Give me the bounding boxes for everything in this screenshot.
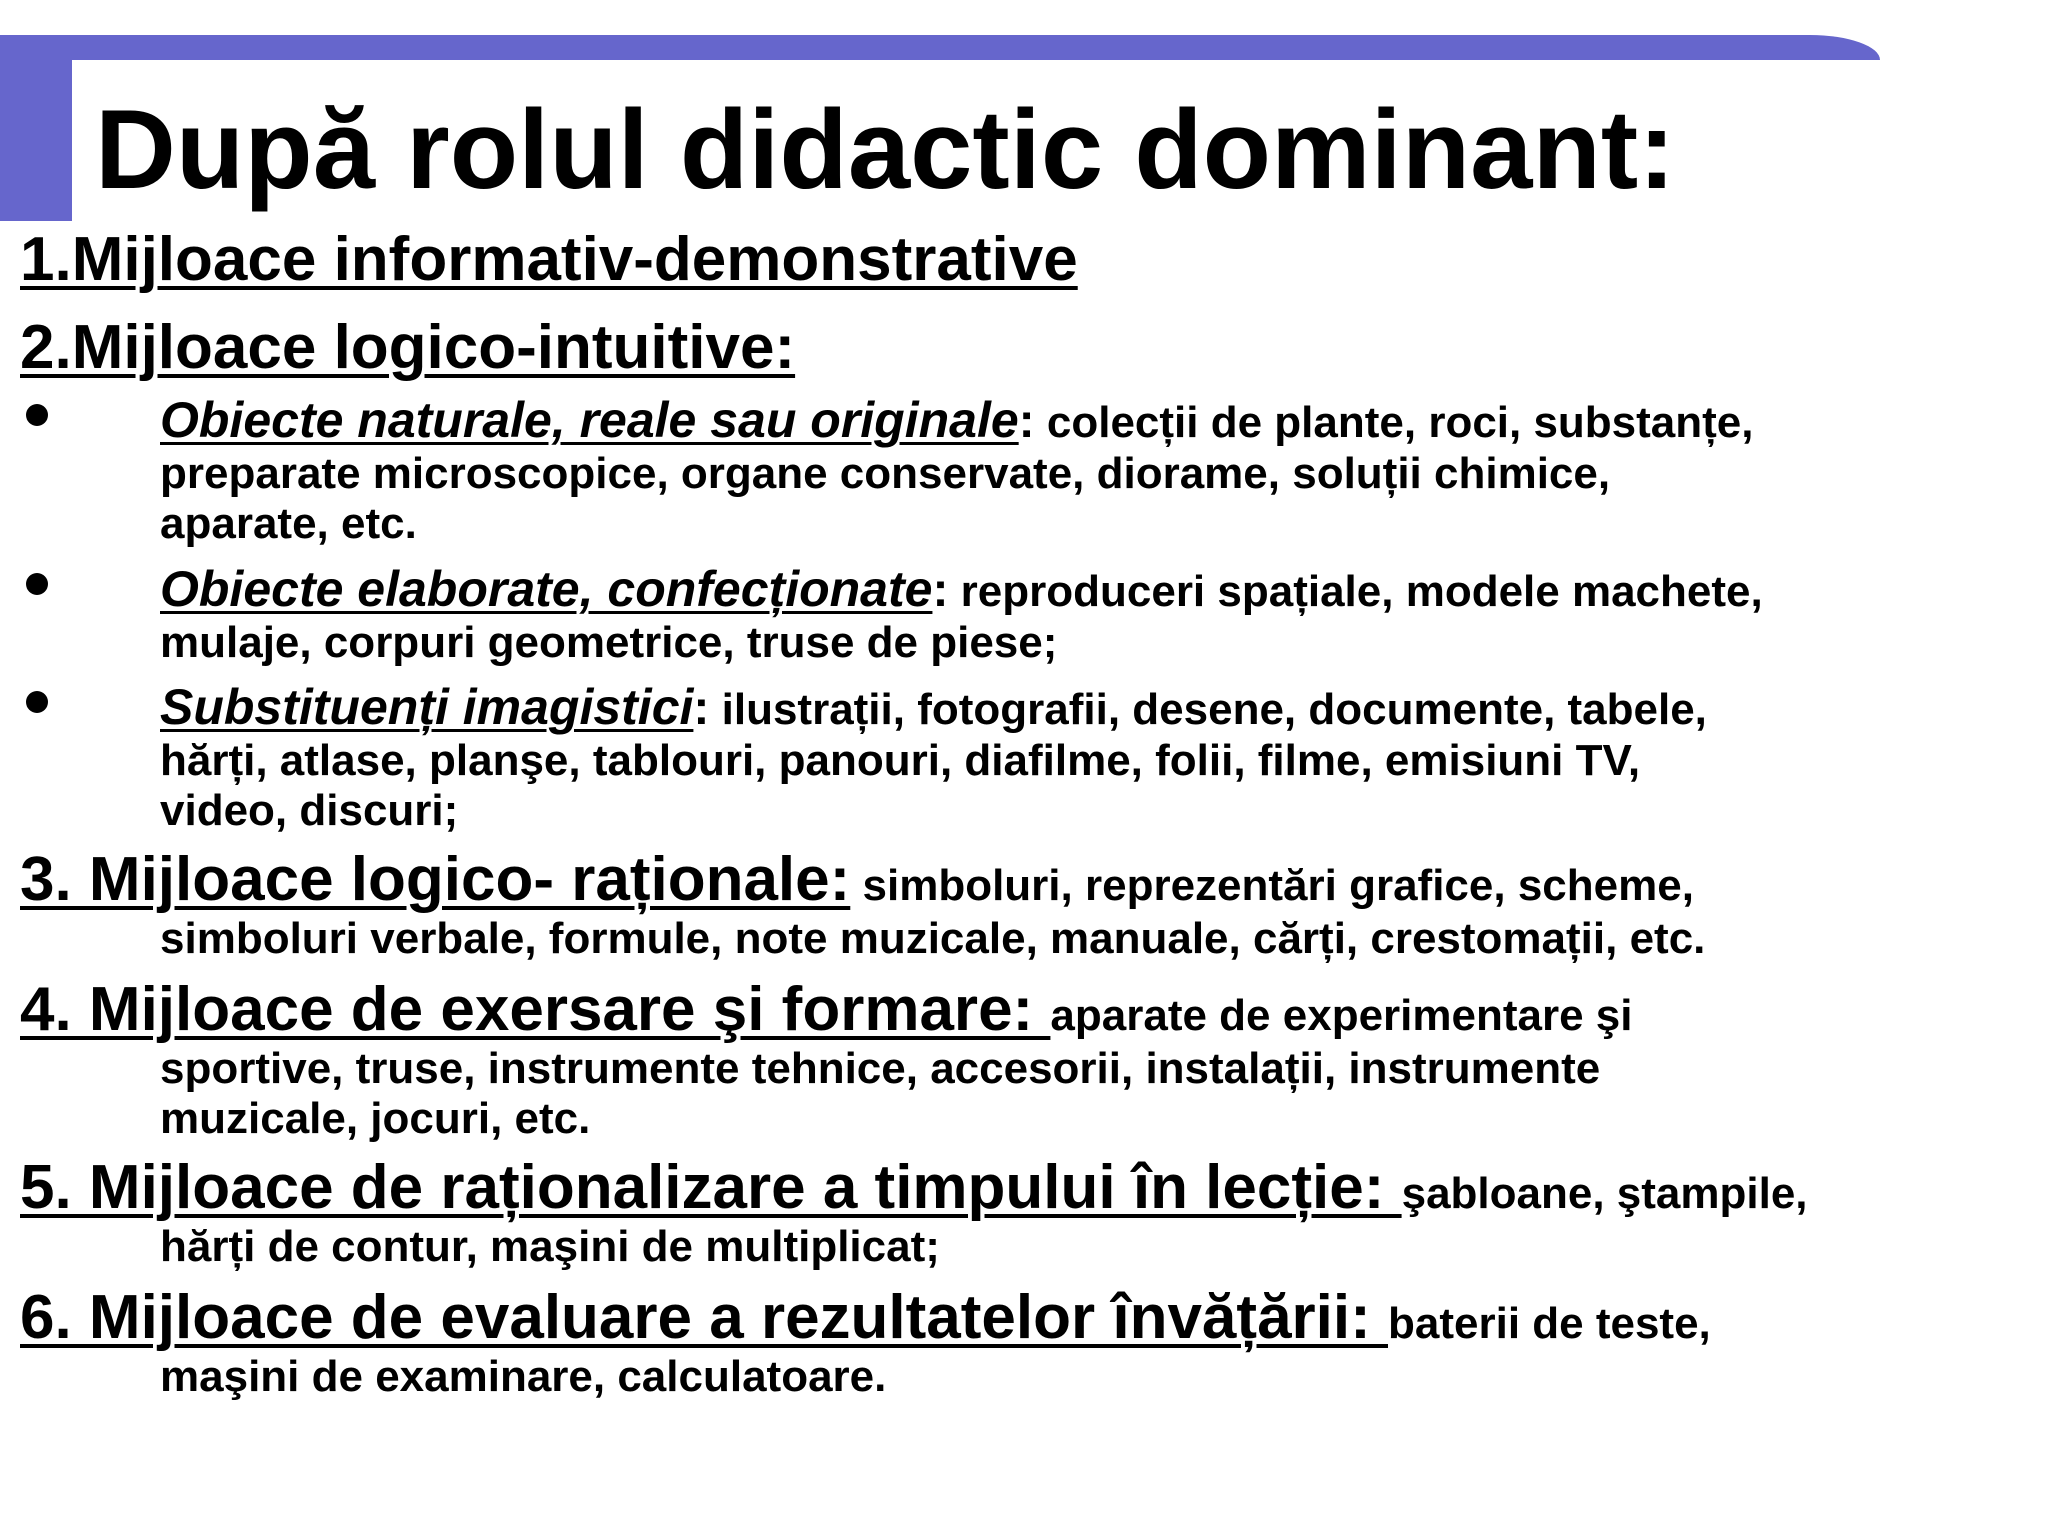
bullet-text-3-line3: video, discuri; (160, 786, 459, 835)
heading-item-1: 1.Mijloace informativ-demonstrative (20, 225, 1078, 294)
heading-item-6-text: baterii de teste, (1388, 1299, 1711, 1348)
heading-item-4-text: aparate de experimentare şi (1050, 991, 1633, 1040)
heading-item-6-title: 6. Mijloace de evaluare a rezultatelor învățării: (20, 1283, 1388, 1352)
bullet-dot-2 (26, 573, 48, 595)
heading-item-6-line2: maşini de examinare, calculatoare. (160, 1352, 887, 1401)
bullet-term-2: Obiecte elaborate, confecționate (160, 561, 933, 617)
bullet-item-3 (160, 679, 1707, 735)
slide-title: După rolul didactic dominant: (95, 87, 1676, 212)
bullet-text-2-line1: reproduceri spațiale, modele machete, (948, 567, 1763, 616)
bullet-item-1 (160, 392, 1754, 448)
heading-item-4-line2: sportive, truse, instrumente tehnice, accesorii, instalații, instrumente (160, 1044, 1601, 1093)
bullet-text-3-line1: ilustrații, fotografii, desene, documente, tabele, (709, 685, 1707, 734)
bullet-term-3: Substituenți imagistici (160, 679, 694, 735)
heading-item-3-text: simboluri, reprezentări grafice, scheme, (850, 861, 1694, 910)
heading-item-5-title: 5. Mijloace de raționalizare a timpului în lecție: (20, 1153, 1402, 1222)
heading-item-2: 2.Mijloace logico-intuitive: (20, 313, 796, 382)
bullet-text-2-line2: mulaje, corpuri geometrice, truse de piese; (160, 618, 1058, 667)
bullet-colon-1: : (1018, 395, 1035, 448)
bullet-dot-3 (26, 691, 48, 713)
bullet-colon-2: : (932, 564, 949, 617)
bullet-colon-3: : (693, 682, 710, 735)
heading-item-3-title: 3. Mijloace logico- raționale: (20, 845, 851, 914)
bullet-text-1-line3: aparate, etc. (160, 499, 417, 548)
heading-item-3-line2: simboluri verbale, formule, note muzicale, manuale, cărți, crestomații, etc. (160, 914, 1706, 963)
heading-item-5-line2: hărți de contur, maşini de multiplicat; (160, 1222, 940, 1271)
bullet-text-1-line1: colecții de plante, roci, substanțe, (1034, 398, 1754, 447)
heading-item-5-text: şabloane, ştampile, (1401, 1169, 1808, 1218)
bullet-text-3-line2: hărți, atlase, planşe, tablouri, panouri, diafilme, folii, filme, emisiuni TV, (160, 736, 1641, 785)
bullet-text-1-line2: preparate microscopice, organe conservate, diorame, soluții chimice, (160, 449, 1611, 498)
heading-item-4-line3: muzicale, jocuri, etc. (160, 1094, 591, 1143)
bullet-item-2 (160, 561, 1763, 617)
bullet-dot-1 (26, 404, 48, 426)
heading-item-4-title: 4. Mijloace de exersare şi formare: (20, 975, 1051, 1044)
bullet-term-1: Obiecte naturale, reale sau originale (160, 392, 1019, 448)
